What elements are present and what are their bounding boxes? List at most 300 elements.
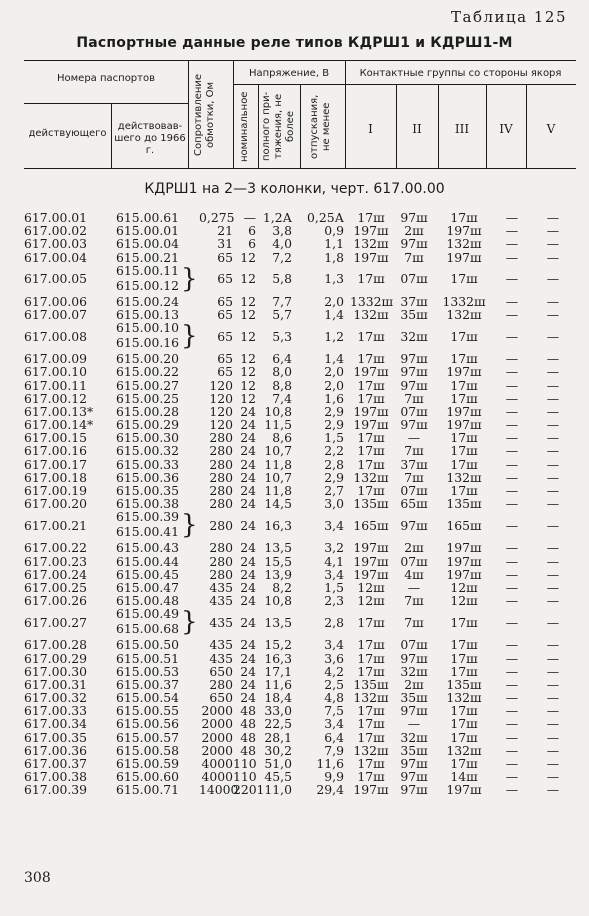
- cell-group-1: 132ш: [353, 236, 389, 252]
- cell-resistance: 280: [209, 469, 233, 485]
- cell-current-number: 617.00.32: [24, 690, 88, 706]
- cell-resistance: 65: [217, 271, 233, 287]
- cell-current-number: 617.00.25: [24, 579, 88, 595]
- table-row: [0, 264, 589, 295]
- table-row: [0, 717, 589, 730]
- cell-voltage-nominal: 24: [240, 403, 256, 419]
- cell-voltage-full-pickup: 45,5: [264, 769, 292, 785]
- table-row: [0, 638, 589, 651]
- cell-current-number: 617.00.10: [24, 364, 88, 380]
- cell-group-4: —: [505, 306, 519, 322]
- cell-voltage-release: 3,0: [324, 496, 344, 512]
- cell-group-2: 97ш: [400, 517, 428, 533]
- cell-group-4: —: [505, 236, 519, 252]
- header-resistance: Сопротивление обмотки, Ом: [193, 73, 216, 157]
- table-row: [0, 365, 589, 378]
- cell-group-2: 35ш: [400, 306, 428, 322]
- cell-group-3: 197ш: [446, 540, 482, 556]
- cell-group-5: —: [546, 540, 560, 556]
- cell-group-4: —: [505, 293, 519, 309]
- cell-group-1: 12ш: [357, 579, 385, 595]
- header-release: отпускания, не менее: [309, 94, 332, 159]
- cell-voltage-nominal: 48: [240, 742, 256, 758]
- cell-current-number: 617.00.39: [24, 782, 88, 798]
- cell-current-number: 617.00.03: [24, 236, 88, 252]
- cell-old-number: 615.00.22: [116, 364, 180, 380]
- header-group-3: III: [454, 122, 470, 136]
- vline-4: [258, 84, 259, 168]
- cell-resistance: 280: [209, 553, 233, 569]
- cell-voltage-full-pickup: 15,2: [264, 637, 292, 653]
- cell-resistance: 120: [209, 417, 233, 433]
- cell-group-2: —: [407, 579, 421, 595]
- cell-group-5: —: [546, 483, 560, 498]
- cell-old-number: 615.00.27: [116, 377, 180, 393]
- cell-voltage-nominal: 12: [240, 328, 256, 344]
- cell-resistance: 280: [209, 676, 233, 692]
- table-row: [0, 352, 589, 365]
- cell-group-4: —: [505, 593, 519, 609]
- cell-voltage-nominal: 24: [240, 637, 256, 653]
- cell-resistance: 435: [209, 579, 233, 595]
- cell-voltage-full-pickup: 10,7: [264, 443, 292, 459]
- cell-resistance: 2000: [201, 729, 233, 745]
- cell-voltage-full-pickup: 51,0: [264, 756, 292, 771]
- table-row: [0, 783, 589, 796]
- cell-group-5: —: [546, 676, 560, 692]
- cell-group-1: 17ш: [357, 729, 385, 745]
- cell-old-number: 615.00.56: [116, 716, 180, 732]
- cell-resistance: 31: [217, 236, 233, 252]
- cell-group-3: 17ш: [450, 377, 478, 393]
- cell-voltage-release: 1,6: [324, 390, 344, 406]
- cell-old-number-2: 615.00.12: [116, 277, 180, 293]
- cell-voltage-full-pickup: 5,7: [272, 306, 292, 322]
- cell-group-4: —: [505, 690, 519, 706]
- cell-group-1: 17ш: [357, 210, 385, 225]
- cell-voltage-nominal: 6: [248, 236, 256, 252]
- cell-group-5: —: [546, 579, 560, 595]
- cell-group-2: 97ш: [400, 236, 428, 252]
- cell-group-2: 07ш: [400, 403, 428, 419]
- cell-old-number: 615.00.36: [116, 469, 180, 485]
- cell-voltage-nominal: 12: [240, 377, 256, 393]
- cell-old-number: 615.00.10: [116, 320, 180, 336]
- cell-group-5: —: [546, 769, 560, 785]
- header-bottom-rule: [24, 168, 576, 169]
- cell-old-number: 615.00.48: [116, 593, 180, 609]
- cell-resistance: 2000: [201, 703, 233, 719]
- cell-voltage-nominal: 48: [240, 716, 256, 732]
- cell-group-2: 07ш: [400, 271, 428, 287]
- cell-current-number: 617.00.38: [24, 769, 88, 785]
- cell-group-1: 165ш: [353, 517, 389, 533]
- cell-group-3: 17ш: [450, 663, 478, 679]
- cell-group-5: —: [546, 351, 560, 367]
- cell-old-number: 615.00.53: [116, 663, 180, 679]
- cell-group-3: 197ш: [446, 566, 482, 582]
- cell-voltage-release: 3,2: [324, 540, 344, 556]
- cell-voltage-full-pickup: 5,8: [272, 271, 292, 287]
- cell-group-1: 1332ш: [350, 293, 394, 309]
- cell-group-1: 17ш: [357, 650, 385, 666]
- header-voltage: Напряжение, В: [248, 68, 330, 79]
- cell-voltage-release: 2,5: [324, 676, 344, 692]
- cell-group-2: 97ш: [400, 351, 428, 367]
- header-group-2: II: [412, 122, 422, 136]
- cell-group-3: 132ш: [446, 469, 482, 485]
- table-row: [0, 308, 589, 321]
- cell-group-1: 17ш: [357, 390, 385, 406]
- table-row: [0, 691, 589, 704]
- table-row: [0, 770, 589, 783]
- cell-resistance: 21: [217, 223, 233, 239]
- cell-voltage-release: 7,9: [324, 742, 344, 758]
- voltage-split-rule: [233, 84, 345, 85]
- cell-group-2: 97ш: [400, 782, 428, 798]
- cell-voltage-release: 3,6: [324, 650, 344, 666]
- cell-voltage-release: 6,4: [324, 729, 344, 745]
- cell-group-4: —: [505, 417, 519, 433]
- cell-group-1: 17ш: [357, 377, 385, 393]
- cell-group-5: —: [546, 328, 560, 344]
- cell-group-3: 17ш: [450, 328, 478, 344]
- header-passport-numbers: Номера паспортов: [57, 73, 155, 84]
- cell-group-5: —: [546, 390, 560, 406]
- cell-resistance: 435: [209, 593, 233, 609]
- cell-current-number: 617.00.14*: [24, 417, 94, 433]
- cell-resistance: 280: [209, 517, 233, 533]
- cell-voltage-nominal: 12: [240, 249, 256, 265]
- cell-voltage-full-pickup: 11,8: [264, 456, 292, 472]
- cell-old-number-2: 615.00.16: [116, 335, 180, 351]
- cell-group-5: —: [546, 403, 560, 419]
- cell-group-5: —: [546, 703, 560, 719]
- cell-group-2: 97ш: [400, 703, 428, 719]
- cell-voltage-release: 4,1: [324, 553, 344, 569]
- cell-group-1: 197ш: [353, 403, 389, 419]
- cell-group-2: 4ш: [404, 566, 424, 582]
- cell-group-3: 17ш: [450, 756, 478, 771]
- cell-group-2: 97ш: [400, 377, 428, 393]
- cell-current-number: 617.00.04: [24, 249, 88, 265]
- cell-group-4: —: [505, 364, 519, 380]
- cell-voltage-release: 2,9: [324, 469, 344, 485]
- cell-voltage-full-pickup: 16,3: [264, 650, 292, 666]
- cell-voltage-nominal: 24: [240, 430, 256, 446]
- cell-group-1: 12ш: [357, 593, 385, 609]
- cell-old-number-2: 615.00.68: [116, 621, 180, 637]
- table-row: [0, 458, 589, 471]
- cell-voltage-release: 2,0: [324, 293, 344, 309]
- cell-current-number: 617.00.06: [24, 293, 88, 309]
- cell-resistance: 120: [209, 390, 233, 406]
- cell-group-3: 197ш: [446, 403, 482, 419]
- cell-group-3: 12ш: [450, 593, 478, 609]
- cell-voltage-release: 3,4: [324, 517, 344, 533]
- cell-voltage-full-pickup: 6,4: [272, 351, 292, 367]
- cell-group-4: —: [505, 703, 519, 719]
- header-valid-until: действовав- шего до 1966 г.: [114, 121, 186, 156]
- table-row: [0, 568, 589, 581]
- cell-group-5: —: [546, 650, 560, 666]
- cell-voltage-release: 2,7: [324, 483, 344, 498]
- cell-voltage-nominal: 24: [240, 496, 256, 512]
- cell-group-3: 1332ш: [442, 293, 486, 309]
- cell-group-2: 97ш: [400, 417, 428, 433]
- cell-group-4: —: [505, 496, 519, 512]
- cell-group-4: —: [505, 729, 519, 745]
- cell-group-3: 197ш: [446, 249, 482, 265]
- cell-current-number: 617.00.05: [24, 271, 88, 287]
- cell-group-5: —: [546, 553, 560, 569]
- cell-voltage-full-pickup: 4,0: [272, 236, 292, 252]
- cell-voltage-full-pickup: 18,4: [264, 690, 292, 706]
- cell-group-4: —: [505, 540, 519, 556]
- cell-group-3: 17ш: [450, 729, 478, 745]
- table-row: [0, 607, 589, 638]
- cell-voltage-full-pickup: 11,8: [264, 483, 292, 498]
- cell-voltage-full-pickup: 7,4: [272, 390, 292, 406]
- table-row: [0, 379, 589, 392]
- cell-voltage-nominal: 12: [240, 390, 256, 406]
- group-label: КДРШ1 на 2—3 колонки, черт. 617.00.00: [144, 181, 445, 197]
- cell-voltage-full-pickup: 10,7: [264, 469, 292, 485]
- cell-voltage-full-pickup: 17,1: [264, 663, 292, 679]
- cell-current-number: 617.00.26: [24, 593, 88, 609]
- cell-resistance: 2000: [201, 716, 233, 732]
- table-row: [0, 652, 589, 665]
- cell-group-3: 165ш: [446, 517, 482, 533]
- cell-group-1: 17ш: [357, 663, 385, 679]
- cell-group-1: 132ш: [353, 469, 389, 485]
- cell-group-3: 135ш: [446, 676, 482, 692]
- cell-group-2: 7ш: [404, 443, 424, 459]
- cell-group-4: —: [505, 328, 519, 344]
- cell-voltage-release: 2,8: [324, 614, 344, 630]
- cell-group-4: —: [505, 430, 519, 446]
- table-row: [0, 392, 589, 405]
- cell-resistance: 435: [209, 637, 233, 653]
- table-row: [0, 224, 589, 237]
- cell-group-2: 32ш: [400, 663, 428, 679]
- table-row: [0, 541, 589, 554]
- cell-group-5: —: [546, 223, 560, 239]
- cell-group-1: 17ш: [357, 716, 385, 732]
- cell-group-3: 197ш: [446, 782, 482, 798]
- cell-group-1: 197ш: [353, 364, 389, 380]
- cell-group-5: —: [546, 742, 560, 758]
- cell-group-4: —: [505, 553, 519, 569]
- cell-voltage-release: 2,8: [324, 456, 344, 472]
- cell-voltage-nominal: 48: [240, 703, 256, 719]
- cell-group-5: —: [546, 364, 560, 380]
- cell-voltage-nominal: 12: [240, 271, 256, 287]
- cell-old-number-2: 615.00.41: [116, 524, 180, 540]
- cell-group-4: —: [505, 377, 519, 393]
- cell-group-5: —: [546, 729, 560, 745]
- header-top-rule: [24, 60, 576, 61]
- cell-group-2: 2ш: [404, 676, 424, 692]
- cell-resistance: 0,275: [199, 210, 235, 225]
- header-current: действующего: [28, 128, 107, 139]
- cell-voltage-full-pickup: 8,6: [272, 430, 292, 446]
- cell-current-number: 617.00.36: [24, 742, 88, 758]
- cell-voltage-nominal: 24: [240, 540, 256, 556]
- cell-group-4: —: [505, 782, 519, 798]
- cell-voltage-release: 1,4: [324, 306, 344, 322]
- cell-voltage-full-pickup: 33,0: [264, 703, 292, 719]
- cell-voltage-release: 3,4: [324, 716, 344, 732]
- cell-group-5: —: [546, 469, 560, 485]
- cell-group-5: —: [546, 430, 560, 446]
- cell-resistance: 435: [209, 614, 233, 630]
- cell-group-1: 17ш: [357, 351, 385, 367]
- cell-voltage-full-pickup: 111,0: [256, 782, 292, 798]
- cell-voltage-nominal: 24: [240, 517, 256, 533]
- cell-voltage-full-pickup: 13,5: [264, 540, 292, 556]
- table-row: [0, 678, 589, 691]
- cell-group-5: —: [546, 663, 560, 679]
- cell-current-number: 617.00.30: [24, 663, 88, 679]
- cell-group-3: 17ш: [450, 351, 478, 367]
- cell-group-4: —: [505, 351, 519, 367]
- cell-voltage-release: 11,6: [316, 756, 344, 771]
- cell-old-number: 615.00.38: [116, 496, 180, 512]
- cell-voltage-full-pickup: 8,8: [272, 377, 292, 393]
- cell-resistance: 4000: [201, 756, 233, 771]
- table-row: [0, 484, 589, 497]
- cell-voltage-full-pickup: 7,7: [272, 293, 292, 309]
- cell-old-number: 615.00.49: [116, 606, 180, 622]
- cell-group-5: —: [546, 306, 560, 322]
- cell-voltage-release: 7,5: [324, 703, 344, 719]
- cell-group-5: —: [546, 271, 560, 287]
- cell-group-2: 7ш: [404, 390, 424, 406]
- cell-resistance: 435: [209, 650, 233, 666]
- cell-voltage-release: 4,8: [324, 690, 344, 706]
- cell-old-number: 615.00.51: [116, 650, 180, 666]
- cell-voltage-nominal: —: [243, 210, 256, 225]
- cell-old-number: 615.00.04: [116, 236, 180, 252]
- cell-voltage-nominal: 24: [240, 593, 256, 609]
- cell-current-number: 617.00.18: [24, 469, 88, 485]
- cell-group-3: 17ш: [450, 483, 478, 498]
- cell-old-number: 615.00.60: [116, 769, 180, 785]
- cell-old-number: 615.00.25: [116, 390, 180, 406]
- cell-group-2: 2ш: [404, 540, 424, 556]
- cell-voltage-full-pickup: 3,8: [272, 223, 292, 239]
- cell-group-2: 07ш: [400, 553, 428, 569]
- cell-group-1: 17ш: [357, 443, 385, 459]
- cell-resistance: 14000: [199, 782, 239, 798]
- passport-split-rule: [24, 103, 188, 104]
- cell-group-1: 17ш: [357, 614, 385, 630]
- cell-old-number: 615.00.24: [116, 293, 180, 309]
- table-row: [0, 237, 589, 250]
- table-row: [0, 581, 589, 594]
- cell-group-2: 37ш: [400, 456, 428, 472]
- cell-group-2: 35ш: [400, 690, 428, 706]
- cell-group-2: —: [407, 716, 421, 732]
- cell-group-5: —: [546, 517, 560, 533]
- cell-voltage-full-pickup: 15,5: [264, 553, 292, 569]
- cell-resistance: 280: [209, 443, 233, 459]
- cell-group-4: —: [505, 756, 519, 771]
- cell-group-3: 132ш: [446, 690, 482, 706]
- cell-current-number: 617.00.27: [24, 614, 88, 630]
- cell-group-5: —: [546, 417, 560, 433]
- cell-group-1: 197ш: [353, 249, 389, 265]
- cell-group-1: 132ш: [353, 742, 389, 758]
- cell-group-1: 197ш: [353, 553, 389, 569]
- cell-old-number: 615.00.13: [116, 306, 180, 322]
- cell-current-number: 617.00.37: [24, 756, 88, 771]
- cell-group-4: —: [505, 483, 519, 498]
- cell-old-number: 615.00.50: [116, 637, 180, 653]
- cell-old-number: 615.00.37: [116, 676, 180, 692]
- table-row: [0, 555, 589, 568]
- cell-group-4: —: [505, 517, 519, 533]
- cell-group-5: —: [546, 496, 560, 512]
- table-row: [0, 665, 589, 678]
- cell-voltage-release: 2,2: [324, 443, 344, 459]
- table-row: [0, 321, 589, 352]
- cell-group-3: 17ш: [450, 390, 478, 406]
- cell-group-4: —: [505, 637, 519, 653]
- cell-voltage-release: 29,4: [316, 782, 344, 798]
- cell-group-2: 37ш: [400, 293, 428, 309]
- cell-voltage-release: 2,0: [324, 364, 344, 380]
- cell-group-4: —: [505, 579, 519, 595]
- cell-current-number: 617.00.15: [24, 430, 88, 446]
- cell-voltage-release: 1,4: [324, 351, 344, 367]
- cell-current-number: 617.00.22: [24, 540, 88, 556]
- cell-group-3: 17ш: [450, 716, 478, 732]
- cell-old-number: 615.00.47: [116, 579, 180, 595]
- cell-old-number: 615.00.45: [116, 566, 180, 582]
- cell-group-1: 17ш: [357, 430, 385, 446]
- cell-current-number: 617.00.20: [24, 496, 88, 512]
- cell-group-5: —: [546, 293, 560, 309]
- cell-voltage-full-pickup: 13,5: [264, 614, 292, 630]
- cell-group-4: —: [505, 443, 519, 459]
- cell-group-1: 17ш: [357, 456, 385, 472]
- cell-old-number: 615.00.29: [116, 417, 180, 433]
- cell-group-2: 7ш: [404, 469, 424, 485]
- table-row: [0, 704, 589, 717]
- cell-voltage-release: 1,1: [324, 236, 344, 252]
- table-row: [0, 510, 589, 541]
- cell-voltage-nominal: 24: [240, 483, 256, 498]
- cell-old-number: 615.00.61: [116, 210, 180, 225]
- cell-group-3: 197ш: [446, 553, 482, 569]
- cell-voltage-release: 1,5: [324, 579, 344, 595]
- cell-current-number: 617.00.34: [24, 716, 88, 732]
- cell-voltage-release: 3,4: [324, 637, 344, 653]
- cell-group-2: 07ш: [400, 483, 428, 498]
- cell-voltage-nominal: 12: [240, 351, 256, 367]
- cell-old-number: 615.00.54: [116, 690, 180, 706]
- cell-group-5: —: [546, 456, 560, 472]
- cell-current-number: 617.00.07: [24, 306, 88, 322]
- cell-group-1: 132ш: [353, 690, 389, 706]
- header-group-5: V: [546, 122, 556, 136]
- cell-voltage-release: 1,8: [324, 249, 344, 265]
- cell-voltage-nominal: 24: [240, 579, 256, 595]
- cell-group-3: 17ш: [450, 430, 478, 446]
- table-row: [0, 757, 589, 770]
